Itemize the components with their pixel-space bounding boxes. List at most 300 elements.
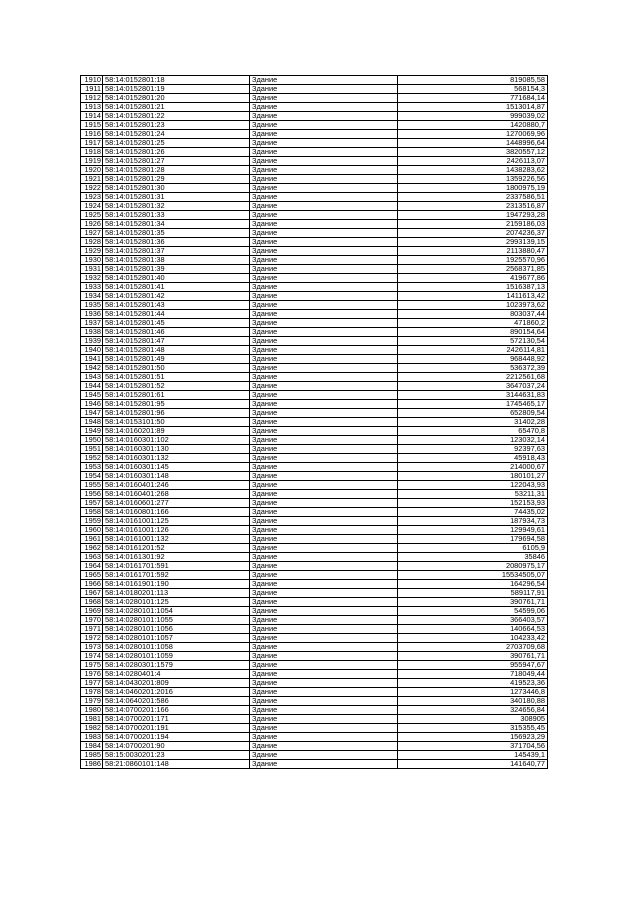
table-row [81,220,548,229]
row-number: 1971 [81,625,103,634]
table-row [81,445,548,454]
table-row [81,382,548,391]
object-type: Здание [250,463,398,472]
cadastral-value: 140664,53 [398,625,548,634]
table-row [81,679,548,688]
cadastral-number: 58:14:0160301:130 [103,445,250,454]
object-type: Здание [250,607,398,616]
cadastral-value: 1800975,19 [398,184,548,193]
object-type: Здание [250,580,398,589]
cadastral-value: 890154,64 [398,328,548,337]
row-number: 1931 [81,265,103,274]
cadastral-value: 164296,54 [398,580,548,589]
cadastral-value: 74435,02 [398,508,548,517]
cadastral-value: 2074236,37 [398,229,548,238]
object-type: Здание [250,625,398,634]
cadastral-value: 568154,3 [398,85,548,94]
cadastral-value: 53211,31 [398,490,548,499]
object-type: Здание [250,454,398,463]
table-row [81,526,548,535]
row-number: 1970 [81,616,103,625]
object-type: Здание [250,247,398,256]
cadastral-number: 58:14:0430201:809 [103,679,250,688]
cadastral-value: 1420880,7 [398,121,548,130]
cadastral-value: 1359226,56 [398,175,548,184]
cadastral-value: 1270069,96 [398,130,548,139]
object-type: Здание [250,697,398,706]
cadastral-number: 58:14:0152801:44 [103,310,250,319]
cadastral-number: 58:14:0152801:38 [103,256,250,265]
cadastral-number: 58:14:0161201:52 [103,544,250,553]
cadastral-number: 58:14:0152801:21 [103,103,250,112]
row-number: 1959 [81,517,103,526]
row-number: 1973 [81,643,103,652]
row-number: 1922 [81,184,103,193]
cadastral-value: 589117,91 [398,589,548,598]
row-number: 1979 [81,697,103,706]
cadastral-value: 2426113,07 [398,157,548,166]
cadastral-value: 187934,73 [398,517,548,526]
object-type: Здание [250,166,398,175]
row-number: 1958 [81,508,103,517]
table-row [81,643,548,652]
cadastral-number: 58:14:0280101:1057 [103,634,250,643]
cadastral-number: 58:14:0161701:591 [103,562,250,571]
cadastral-value: 371704,56 [398,742,548,751]
table-row [81,337,548,346]
object-type: Здание [250,382,398,391]
row-number: 1938 [81,328,103,337]
row-number: 1925 [81,211,103,220]
table-body [81,76,548,769]
cadastral-value: 6105,9 [398,544,548,553]
cadastral-number: 58:14:0280101:125 [103,598,250,607]
table-row [81,580,548,589]
row-number: 1986 [81,760,103,769]
row-number: 1913 [81,103,103,112]
row-number: 1974 [81,652,103,661]
cadastral-value: 1438283,62 [398,166,548,175]
cadastral-number: 58:14:0152801:61 [103,391,250,400]
row-number: 1918 [81,148,103,157]
table-row [81,607,548,616]
row-number: 1985 [81,751,103,760]
cadastral-value: 366403,57 [398,616,548,625]
cadastral-value: 104233,42 [398,634,548,643]
object-type: Здание [250,202,398,211]
object-type: Здание [250,130,398,139]
cadastral-number: 58:14:0280101:1055 [103,616,250,625]
cadastral-value: 390761,71 [398,652,548,661]
row-number: 1933 [81,283,103,292]
row-number: 1982 [81,724,103,733]
object-type: Здание [250,319,398,328]
cadastral-value: 35846 [398,553,548,562]
object-type: Здание [250,427,398,436]
object-type: Здание [250,229,398,238]
table-row [81,175,548,184]
cadastral-number: 58:14:0152801:18 [103,76,250,85]
table-row [81,184,548,193]
cadastral-value: 771684,14 [398,94,548,103]
table-row [81,598,548,607]
row-number: 1968 [81,598,103,607]
row-number: 1953 [81,463,103,472]
table-row [81,400,548,409]
cadastral-number: 58:14:0280401:4 [103,670,250,679]
table-row [81,274,548,283]
row-number: 1943 [81,373,103,382]
table-row [81,715,548,724]
table-row [81,652,548,661]
cadastral-value: 718049,44 [398,670,548,679]
cadastral-value: 123032,14 [398,436,548,445]
cadastral-number: 58:14:0280101:1054 [103,607,250,616]
row-number: 1940 [81,346,103,355]
table-row [81,283,548,292]
cadastral-number: 58:14:0152801:32 [103,202,250,211]
object-type: Здание [250,517,398,526]
cadastral-value: 2313516,87 [398,202,548,211]
cadastral-value: 2080975,17 [398,562,548,571]
table-row [81,301,548,310]
object-type: Здание [250,175,398,184]
row-number: 1964 [81,562,103,571]
cadastral-value: 214000,67 [398,463,548,472]
cadastral-number: 58:14:0280301:1579 [103,661,250,670]
cadastral-number: 58:14:0152801:43 [103,301,250,310]
object-type: Здание [250,634,398,643]
cadastral-value: 3647037,24 [398,382,548,391]
object-type: Здание [250,121,398,130]
object-type: Здание [250,94,398,103]
row-number: 1916 [81,130,103,139]
cadastral-value: 315355,45 [398,724,548,733]
object-type: Здание [250,481,398,490]
cadastral-number: 58:14:0152801:19 [103,85,250,94]
cadastral-number: 58:14:0280101:1056 [103,625,250,634]
object-type: Здание [250,283,398,292]
row-number: 1915 [81,121,103,130]
row-number: 1955 [81,481,103,490]
table-row [81,625,548,634]
cadastral-value: 2212561,68 [398,373,548,382]
cadastral-number: 58:14:0160601:277 [103,499,250,508]
table-row [81,535,548,544]
cadastral-number: 58:14:0700201:191 [103,724,250,733]
row-number: 1966 [81,580,103,589]
object-type: Здание [250,733,398,742]
cadastral-value: 2159186,03 [398,220,548,229]
object-type: Здание [250,409,398,418]
cadastral-number: 58:14:0160401:246 [103,481,250,490]
cadastral-number: 58:14:0152801:27 [103,157,250,166]
object-type: Здание [250,751,398,760]
cadastral-number: 58:14:0280101:1058 [103,643,250,652]
table-row [81,544,548,553]
object-type: Здание [250,652,398,661]
row-number: 1981 [81,715,103,724]
row-number: 1977 [81,679,103,688]
table-row [81,553,548,562]
object-type: Здание [250,193,398,202]
cadastral-number: 58:14:0152801:45 [103,319,250,328]
cadastral-value: 2113880,47 [398,247,548,256]
object-type: Здание [250,616,398,625]
table-row [81,85,548,94]
row-number: 1969 [81,607,103,616]
cadastral-number: 58:14:0152801:26 [103,148,250,157]
cadastral-value: 1745465,17 [398,400,548,409]
row-number: 1951 [81,445,103,454]
table-row [81,670,548,679]
object-type: Здание [250,661,398,670]
cadastral-number: 58:14:0160301:145 [103,463,250,472]
cadastral-value: 1448996,64 [398,139,548,148]
table-row [81,130,548,139]
row-number: 1957 [81,499,103,508]
table-row [81,292,548,301]
object-type: Здание [250,292,398,301]
cadastral-value: 2426114,81 [398,346,548,355]
row-number: 1935 [81,301,103,310]
cadastral-value: 179694,58 [398,535,548,544]
object-type: Здание [250,139,398,148]
cadastral-number: 58:14:0152801:40 [103,274,250,283]
table-row [81,310,548,319]
table-row [81,751,548,760]
object-type: Здание [250,355,398,364]
cadastral-number: 58:14:0152801:34 [103,220,250,229]
cadastral-number: 58:14:0700201:90 [103,742,250,751]
cadastral-number: 58:14:0152801:20 [103,94,250,103]
cadastral-value: 2993139,15 [398,238,548,247]
cadastral-number: 58:14:0152801:51 [103,373,250,382]
cadastral-number: 58:14:0152801:23 [103,121,250,130]
row-number: 1956 [81,490,103,499]
cadastral-number: 58:14:0700201:194 [103,733,250,742]
object-type: Здание [250,85,398,94]
row-number: 1954 [81,472,103,481]
cadastral-number: 58:14:0700201:171 [103,715,250,724]
object-type: Здание [250,238,398,247]
cadastral-number: 58:14:0161901:190 [103,580,250,589]
cadastral-number: 58:14:0280101:1059 [103,652,250,661]
cadastral-number: 58:14:0160801:166 [103,508,250,517]
table-row [81,688,548,697]
object-type: Здание [250,589,398,598]
row-number: 1984 [81,742,103,751]
cadastral-number: 58:14:0160401:268 [103,490,250,499]
row-number: 1930 [81,256,103,265]
table-row [81,148,548,157]
cadastral-number: 58:14:0152801:33 [103,211,250,220]
cadastral-value: 340180,88 [398,697,548,706]
cadastral-number: 58:14:0160201:89 [103,427,250,436]
table-row [81,562,548,571]
table-row [81,733,548,742]
cadastral-value: 65470,8 [398,427,548,436]
table-row [81,418,548,427]
cadastral-number: 58:14:0161301:92 [103,553,250,562]
row-number: 1960 [81,526,103,535]
cadastral-value: 145439,1 [398,751,548,760]
table-row [81,706,548,715]
table-row [81,517,548,526]
object-type: Здание [250,400,398,409]
cadastral-value: 1273446,8 [398,688,548,697]
cadastral-number: 58:14:0161001:126 [103,526,250,535]
cadastral-number: 58:14:0152801:37 [103,247,250,256]
cadastral-value: 803037,44 [398,310,548,319]
table-row [81,508,548,517]
row-number: 1927 [81,229,103,238]
row-number: 1945 [81,391,103,400]
cadastral-number: 58:14:0160301:102 [103,436,250,445]
row-number: 1975 [81,661,103,670]
table-row [81,229,548,238]
table-row [81,256,548,265]
cadastral-number: 58:14:0152801:47 [103,337,250,346]
cadastral-value: 419523,36 [398,679,548,688]
cadastral-number: 58:14:0161701:592 [103,571,250,580]
cadastral-value: 2568371,85 [398,265,548,274]
object-type: Здание [250,301,398,310]
object-type: Здание [250,598,398,607]
cadastral-value: 308905 [398,715,548,724]
table-row [81,265,548,274]
row-number: 1936 [81,310,103,319]
object-type: Здание [250,364,398,373]
object-type: Здание [250,184,398,193]
object-type: Здание [250,328,398,337]
cadastral-value: 1925570,96 [398,256,548,265]
cadastral-value: 536372,39 [398,364,548,373]
row-number: 1917 [81,139,103,148]
row-number: 1934 [81,292,103,301]
table-row [81,463,548,472]
row-number: 1926 [81,220,103,229]
cadastral-value: 1947293,28 [398,211,548,220]
table-row [81,211,548,220]
object-type: Здание [250,157,398,166]
table-row [81,319,548,328]
cadastral-number: 58:14:0152801:35 [103,229,250,238]
object-type: Здание [250,220,398,229]
cadastral-value: 3820557,12 [398,148,548,157]
cadastral-value: 1513014,87 [398,103,548,112]
table-row [81,364,548,373]
object-type: Здание [250,688,398,697]
cadastral-number: 58:14:0152801:46 [103,328,250,337]
object-type: Здание [250,670,398,679]
cadastral-number: 58:14:0460201:2016 [103,688,250,697]
cadastral-number: 58:14:0161001:125 [103,517,250,526]
cadastral-value: 419677,86 [398,274,548,283]
row-number: 1972 [81,634,103,643]
cadastral-value: 1411613,42 [398,292,548,301]
row-number: 1921 [81,175,103,184]
row-number: 1963 [81,553,103,562]
object-type: Здание [250,436,398,445]
object-type: Здание [250,571,398,580]
object-type: Здание [250,715,398,724]
cadastral-value: 122043,93 [398,481,548,490]
row-number: 1919 [81,157,103,166]
object-type: Здание [250,373,398,382]
table-row [81,499,548,508]
table-row [81,742,548,751]
cadastral-number: 58:14:0153101:50 [103,418,250,427]
object-type: Здание [250,742,398,751]
table-row [81,472,548,481]
table-row [81,121,548,130]
object-type: Здание [250,544,398,553]
object-type: Здание [250,562,398,571]
row-number: 1947 [81,409,103,418]
row-number: 1923 [81,193,103,202]
cadastral-value: 2337586,51 [398,193,548,202]
row-number: 1962 [81,544,103,553]
row-number: 1961 [81,535,103,544]
object-type: Здание [250,499,398,508]
object-type: Здание [250,391,398,400]
object-type: Здание [250,490,398,499]
cadastral-number: 58:14:0152801:22 [103,112,250,121]
table-row [81,76,548,85]
object-type: Здание [250,148,398,157]
object-type: Здание [250,706,398,715]
cadastral-value: 2703709,68 [398,643,548,652]
object-type: Здание [250,643,398,652]
cadastral-number: 58:14:0152801:49 [103,355,250,364]
table-row [81,238,548,247]
table-row [81,454,548,463]
row-number: 1932 [81,274,103,283]
object-type: Здание [250,535,398,544]
object-type: Здание [250,472,398,481]
row-number: 1965 [81,571,103,580]
cadastral-number: 58:14:0152801:29 [103,175,250,184]
cadastral-value: 45918,43 [398,454,548,463]
object-type: Здание [250,418,398,427]
table-row [81,589,548,598]
cadastral-number: 58:14:0152801:30 [103,184,250,193]
row-number: 1948 [81,418,103,427]
row-number: 1939 [81,337,103,346]
cadastral-number: 58:14:0152801:24 [103,130,250,139]
cadastral-number: 58:14:0180201:113 [103,589,250,598]
cadastral-number: 58:14:0152801:39 [103,265,250,274]
object-type: Здание [250,508,398,517]
table-row [81,373,548,382]
cadastral-value: 15534505,07 [398,571,548,580]
table-row [81,697,548,706]
object-type: Здание [250,337,398,346]
cadastral-number: 58:14:0152801:31 [103,193,250,202]
row-number: 1949 [81,427,103,436]
table-row [81,481,548,490]
cadastral-value: 156923,29 [398,733,548,742]
object-type: Здание [250,76,398,85]
cadastral-number: 58:14:0152801:96 [103,409,250,418]
cadastral-value: 1516387,13 [398,283,548,292]
cadastral-value: 390761,71 [398,598,548,607]
table-row [81,355,548,364]
row-number: 1928 [81,238,103,247]
cadastral-value: 572130,54 [398,337,548,346]
table-row [81,157,548,166]
